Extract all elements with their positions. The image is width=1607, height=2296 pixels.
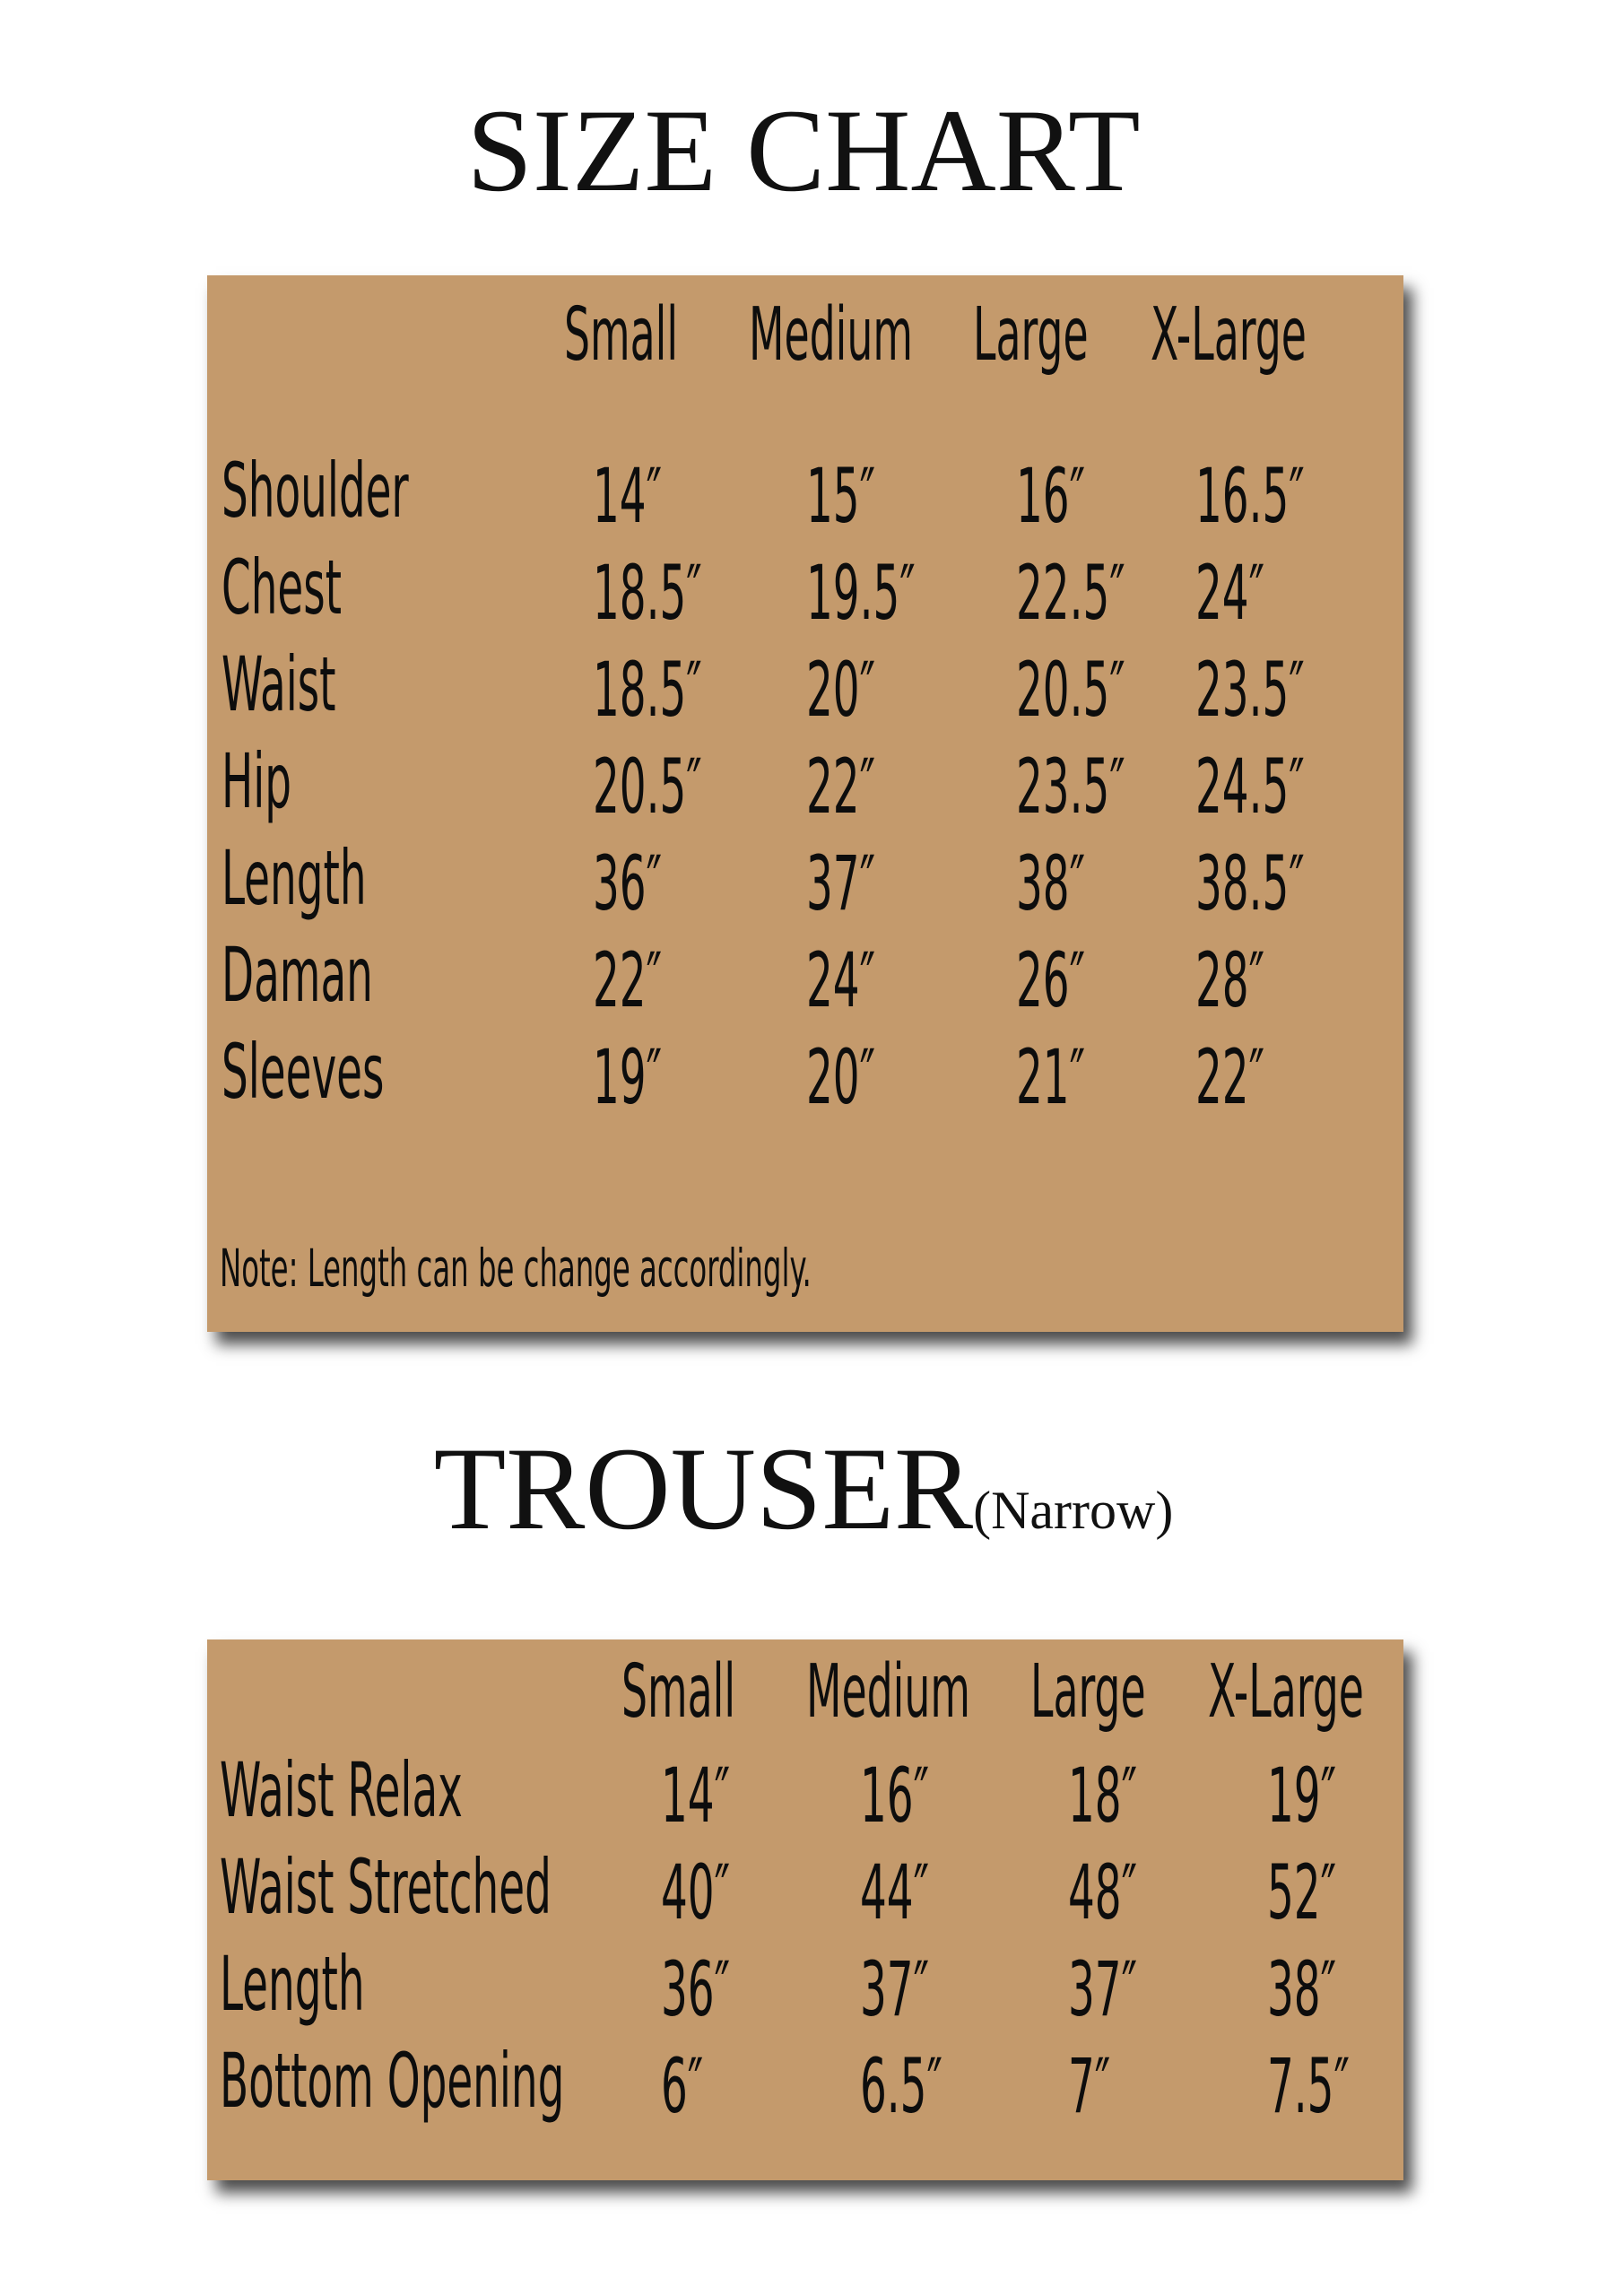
- table-cell: 20″: [806, 1033, 876, 1121]
- table-cell: 19″: [593, 1033, 663, 1121]
- table-cell: 19″: [1267, 1752, 1337, 1839]
- table-cell: 14″: [661, 1752, 731, 1839]
- table-cell: 38″: [1016, 839, 1086, 927]
- table-cell: 7″: [1068, 2042, 1111, 2130]
- row-label-length: Length: [222, 834, 367, 922]
- row-label-waist: Waist: [222, 640, 336, 728]
- size-chart-panel: [207, 275, 1403, 1332]
- row-label-waist-relax: Waist Relax: [220, 1746, 463, 1834]
- table-cell: 52″: [1267, 1848, 1337, 1936]
- trouser-col-small: Small: [621, 1649, 736, 1735]
- table-cell: 18″: [1068, 1752, 1138, 1839]
- row-label-bottom-opening: Bottom Opening: [220, 2037, 565, 2125]
- table-cell: 24″: [806, 936, 876, 1024]
- size-chart-col-large: Large: [973, 292, 1089, 378]
- table-cell: 37″: [860, 1945, 930, 2033]
- table-cell: 36″: [593, 839, 663, 927]
- table-cell: 28″: [1195, 936, 1265, 1024]
- trouser-col-medium: Medium: [806, 1649, 970, 1735]
- size-chart-col-small: Small: [564, 292, 679, 378]
- table-cell: 18.5″: [593, 646, 702, 734]
- table-cell: 22.5″: [1016, 549, 1125, 637]
- size-chart-title: SIZE CHART: [466, 84, 1141, 216]
- table-cell: 23.5″: [1195, 646, 1305, 734]
- table-cell: 22″: [593, 936, 663, 1024]
- table-cell: 36″: [661, 1945, 731, 2033]
- trouser-title-text: TROUSER: [433, 1422, 974, 1554]
- size-chart-col-medium: Medium: [749, 292, 913, 378]
- table-cell: 23.5″: [1016, 743, 1125, 831]
- table-cell: 6″: [661, 2042, 704, 2130]
- table-cell: 37″: [806, 839, 876, 927]
- table-cell: 37″: [1068, 1945, 1138, 2033]
- row-label-sleeves: Sleeves: [222, 1028, 385, 1116]
- table-cell: 22″: [806, 743, 876, 831]
- trouser-col-large: Large: [1030, 1649, 1146, 1735]
- table-cell: 6.5″: [860, 2042, 942, 2130]
- row-label-waist-stretched: Waist Stretched: [220, 1843, 552, 1931]
- table-cell: 14″: [593, 452, 663, 540]
- row-label-chest: Chest: [222, 544, 343, 631]
- trouser-subtitle: (Narrow): [973, 1481, 1174, 1540]
- table-cell: 38.5″: [1195, 839, 1305, 927]
- trouser-col-xlarge: X-Large: [1208, 1649, 1364, 1735]
- table-cell: 20.5″: [1016, 646, 1125, 734]
- row-label-length: Length: [220, 1940, 365, 2028]
- trouser-chart-panel: [207, 1639, 1403, 2180]
- table-cell: 16″: [1016, 452, 1086, 540]
- table-cell: 26″: [1016, 936, 1086, 1024]
- table-cell: 15″: [806, 452, 876, 540]
- table-cell: 18.5″: [593, 549, 702, 637]
- table-cell: 40″: [661, 1848, 731, 1936]
- row-label-hip: Hip: [222, 737, 292, 825]
- table-cell: 24.5″: [1195, 743, 1305, 831]
- table-cell: 16″: [860, 1752, 930, 1839]
- table-cell: 20″: [806, 646, 876, 734]
- table-cell: 16.5″: [1195, 452, 1305, 540]
- table-cell: 48″: [1068, 1848, 1138, 1936]
- row-label-shoulder: Shoulder: [222, 447, 409, 535]
- table-cell: 24″: [1195, 549, 1265, 637]
- trouser-title: [0, 1417, 1607, 1582]
- size-chart-col-xlarge: X-Large: [1151, 292, 1307, 378]
- table-cell: 38″: [1267, 1945, 1337, 2033]
- length-note: Note: Length can be change accordingly.: [220, 1238, 812, 1299]
- table-cell: 7.5″: [1267, 2042, 1350, 2130]
- table-cell: 20.5″: [593, 743, 702, 831]
- row-label-daman: Daman: [222, 931, 373, 1019]
- table-cell: 44″: [860, 1848, 930, 1936]
- table-cell: 21″: [1016, 1033, 1086, 1121]
- table-cell: 19.5″: [806, 549, 916, 637]
- table-cell: 22″: [1195, 1033, 1265, 1121]
